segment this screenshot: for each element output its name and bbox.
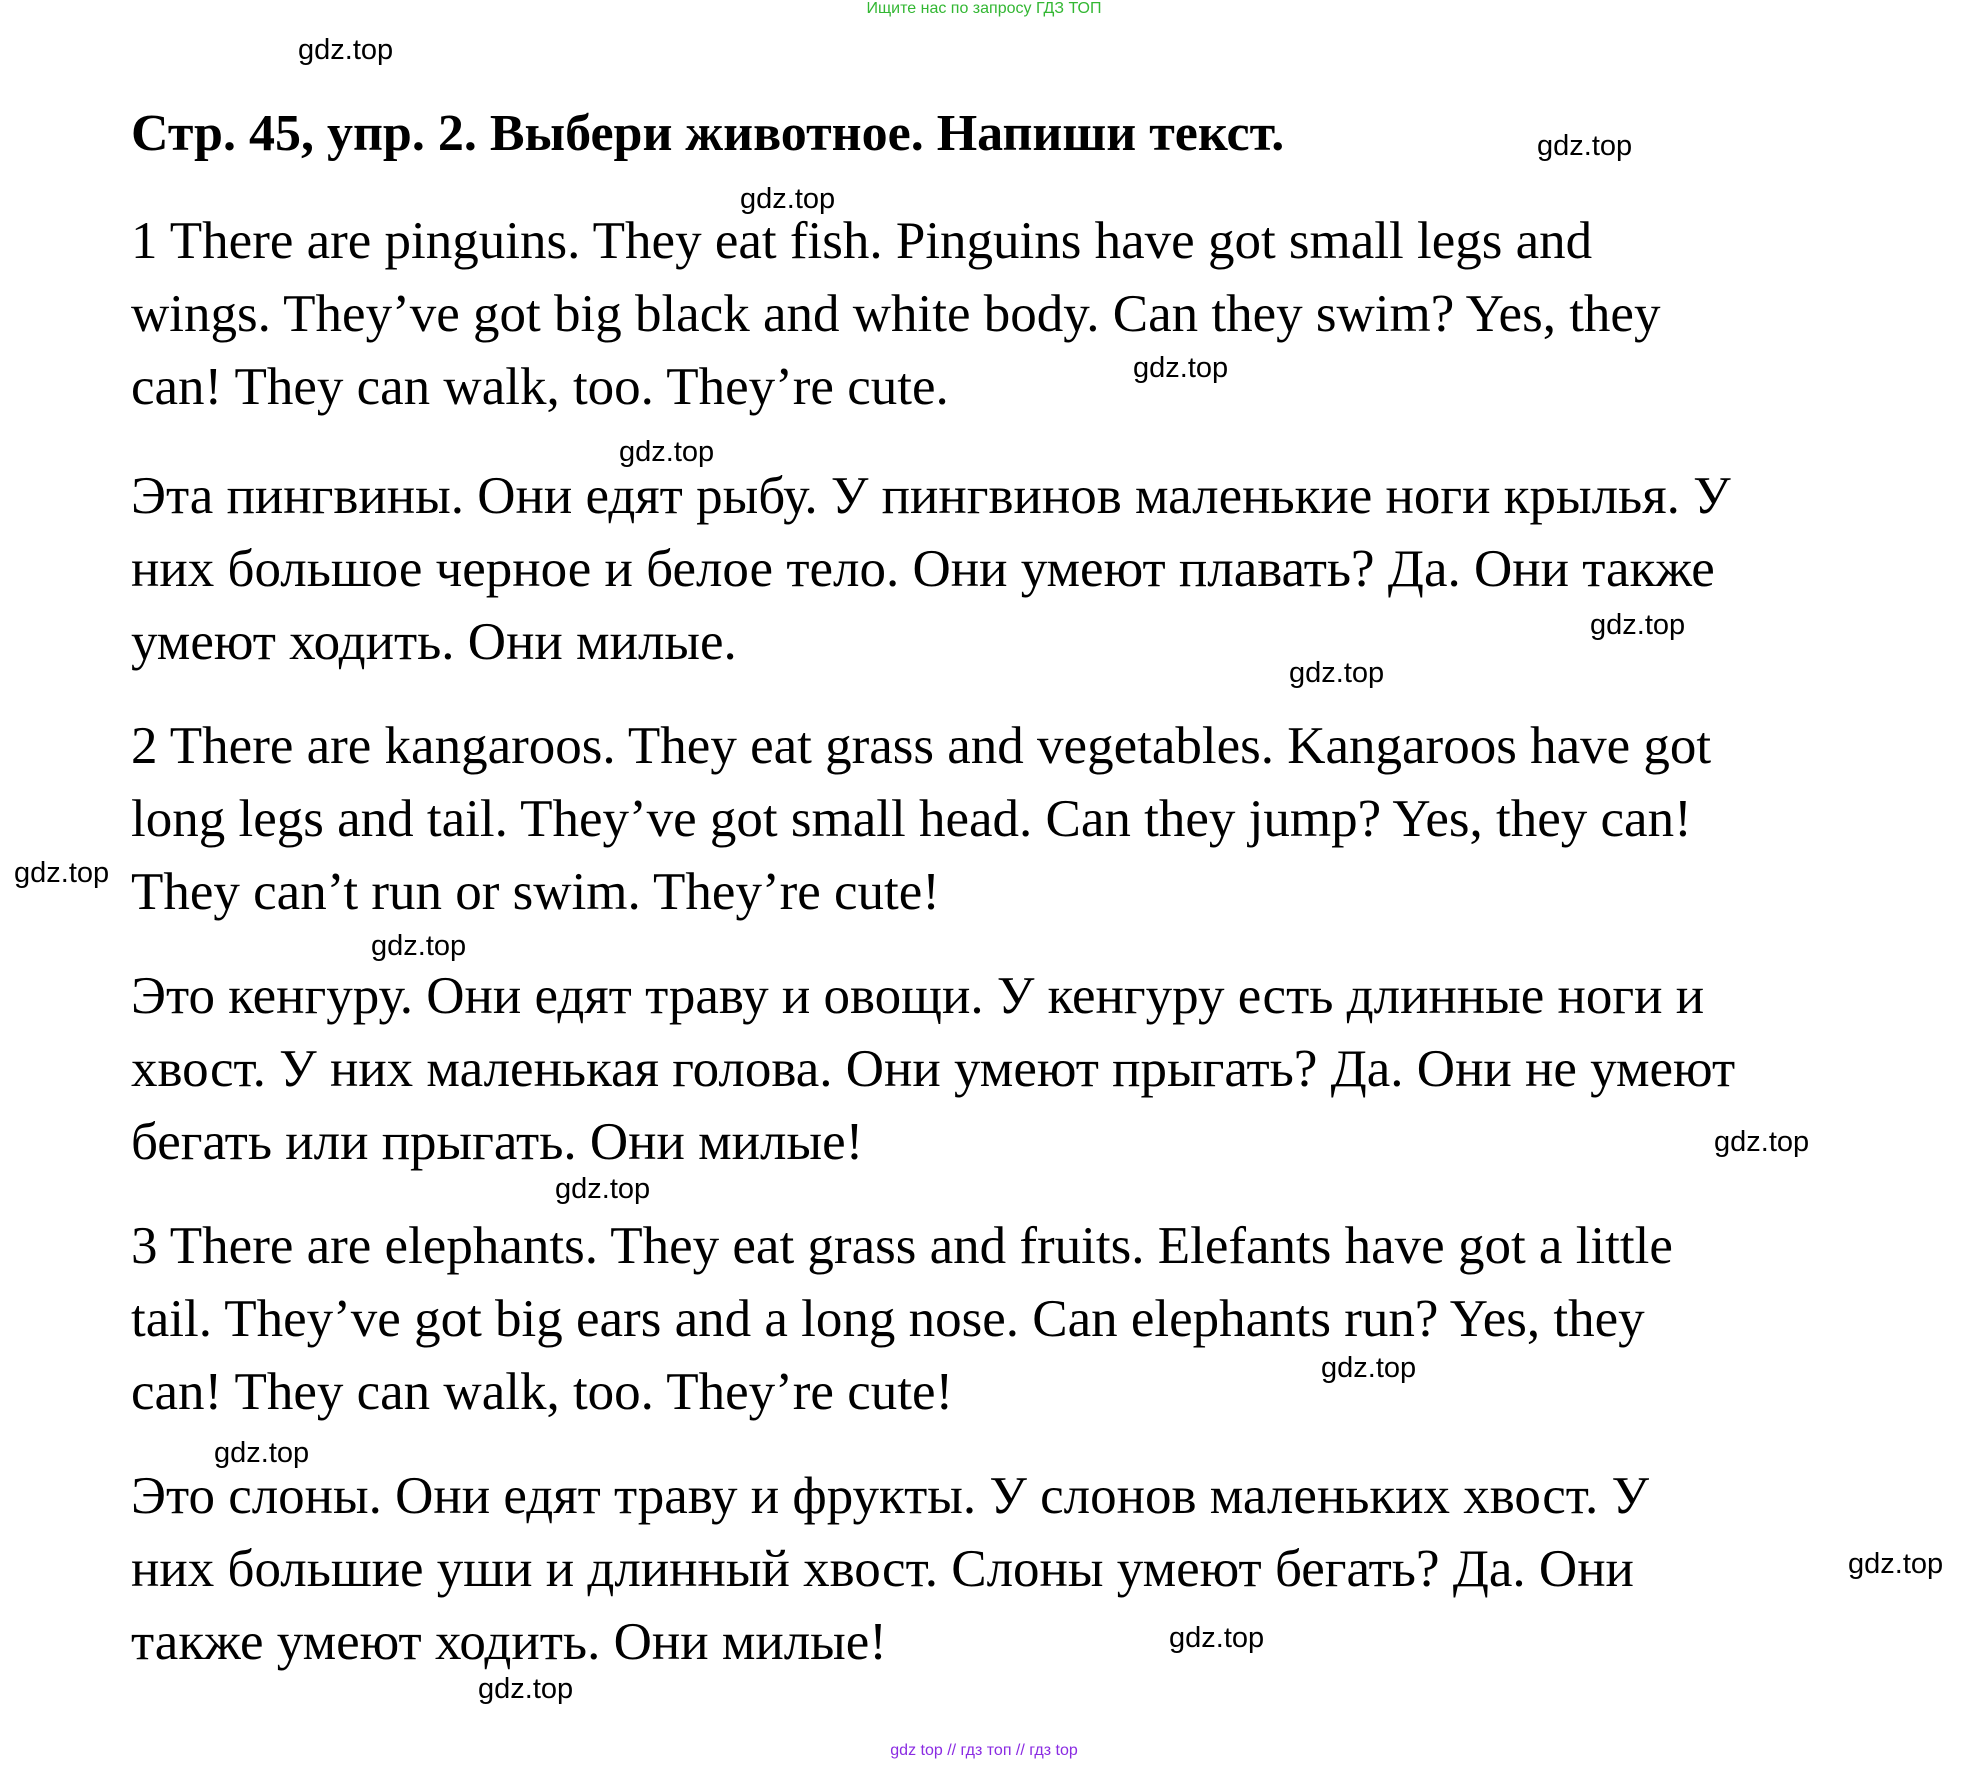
watermark: gdz.top [14, 857, 110, 889]
watermark: gdz.top [1289, 657, 1385, 689]
watermark: gdz.top [1537, 130, 1633, 162]
watermark: gdz.top [214, 1437, 310, 1469]
paragraph-1-russian: Эта пингвины. Они едят рыбу. У пингвинов маленькие ноги крылья. У них большое черное и белое тело. Они умеют плавать? Да. Они также умеют ходить. Они милые. [131, 467, 1731, 671]
watermark: gdz.top [740, 183, 836, 215]
watermark: gdz.top [1714, 1126, 1810, 1158]
top-banner: Ищите нас по запросу ГДЗ ТОП [866, 0, 1102, 17]
watermark: gdz.top [298, 34, 394, 66]
watermark: gdz.top [371, 930, 467, 962]
paragraph-3-russian: Это слоны. Они едят траву и фрукты. У слонов маленьких хвост. У них большие уши и длинный хвост. Слоны умеют бегать? Да. Они также умеют ходить. Они милые! [131, 1467, 1649, 1671]
bottom-banner: gdz top // гдз топ // гдз top [890, 1742, 1078, 1759]
watermark: gdz.top [1848, 1548, 1944, 1580]
watermark: gdz.top [1590, 609, 1686, 641]
watermark: gdz.top [1321, 1352, 1417, 1384]
watermark: gdz.top [1133, 352, 1229, 384]
watermark: gdz.top [619, 436, 715, 468]
watermark: gdz.top [1169, 1622, 1265, 1654]
watermark: gdz.top [478, 1673, 574, 1705]
paragraph-2-english: 2 There are kangaroos. They eat grass and vegetables. Kangaroos have got long legs and tail. They’ve got small head. Can they jump? Yes, they can! They can’t run or swim. They’re cute! [131, 717, 1712, 921]
paragraph-1-english: 1 There are pinguins. They eat fish. Pinguins have got small legs and wings. They’ve got big black and white body. Can they swim? Yes, they can! They can walk, too. They’re cute. [131, 212, 1661, 416]
watermark: gdz.top [555, 1173, 651, 1205]
paragraph-3-english: 3 There are elephants. They eat grass and fruits. Elefants have got a little tail. They’ve got big ears and a long nose. Can elephants run? Yes, they can! They can walk, too. They’re cute! [131, 1217, 1673, 1421]
page-title: Стр. 45, упр. 2. Выбери животное. Напиши текст. [131, 105, 1285, 162]
paragraph-2-russian: Это кенгуру. Они едят траву и овощи. У кенгуру есть длинные ноги и хвост. У них маленькая голова. Они умеют прыгать? Да. Они не умеют бегать или прыгать. Они милые! [131, 967, 1736, 1171]
